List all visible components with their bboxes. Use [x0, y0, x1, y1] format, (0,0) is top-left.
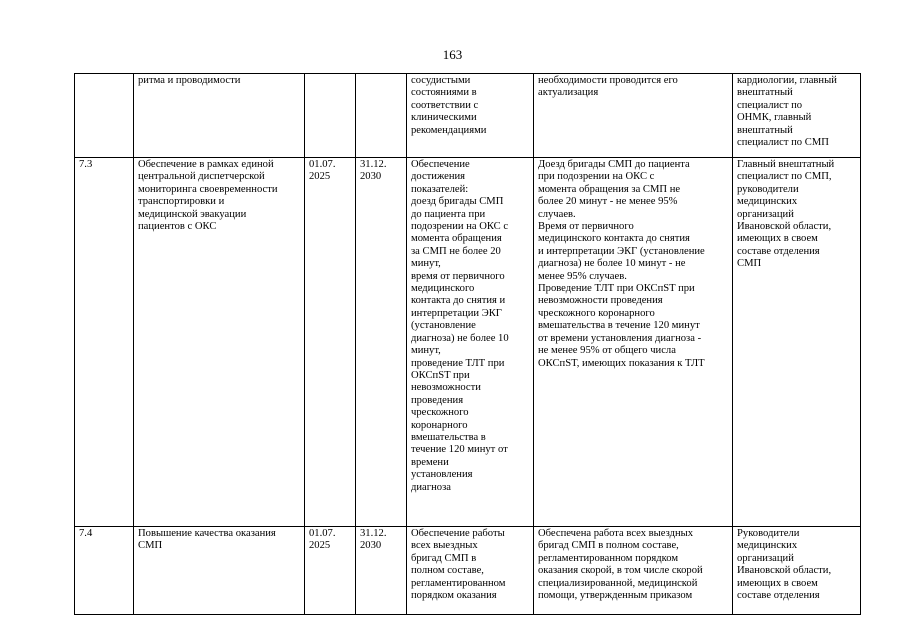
cell-line: случаев.: [538, 208, 576, 220]
cell-line: всех выездных: [411, 540, 478, 552]
cell-line: Проведение ТЛТ при ОКСпST при: [538, 283, 695, 295]
table-row: [75, 74, 861, 158]
start-date-cell: [305, 158, 356, 527]
cell-line: 31.12.: [360, 528, 387, 539]
cell-line: Обеспечение работы: [411, 528, 505, 539]
start-date-cell: [305, 74, 356, 158]
cell-line: бригад СМП в полном составе,: [538, 540, 679, 552]
cell-line: центральной диспетчерской: [138, 171, 265, 183]
cell-line: за СМП не более 20: [411, 245, 501, 257]
cell-line: бригад СМП в: [411, 552, 477, 564]
cell-line: 2030: [360, 540, 382, 552]
cell-line: медицинских: [737, 196, 798, 208]
cell-line: рекомендациями: [411, 124, 487, 136]
cell-line: имеющих в своем: [737, 233, 818, 245]
cell-line: доезд бригады СМП: [411, 196, 504, 208]
cell-line: ОКСпST, имеющих показания к ТЛТ: [538, 357, 705, 369]
responsible-cell: [733, 158, 861, 527]
cell-line: специалист по: [737, 99, 803, 111]
result-cell: [407, 74, 534, 158]
cell-line: не менее 95% от общего числа: [538, 345, 676, 357]
responsible-cell: [733, 74, 861, 158]
cell-line: течение 120 минут от: [411, 444, 508, 456]
cell-line: Руководители: [737, 528, 800, 539]
cell-line: от времени установления диагноза -: [538, 332, 702, 344]
cell-line: Ивановской области,: [737, 221, 832, 233]
cell-line: и интерпретации ЭКГ (установление: [538, 245, 705, 257]
cell-line: момента обращения за СМП не: [538, 183, 681, 195]
cell-line: кардиологии, главный: [737, 75, 837, 86]
cell-line: специализированной, медицинской: [538, 577, 698, 589]
cell-line: 31.12.: [360, 159, 387, 170]
cell-line: специалист по СМП: [737, 137, 829, 149]
page-number: 163: [442, 47, 463, 62]
result-cell: [407, 527, 534, 615]
cell-line: чрескожного коронарного: [538, 307, 655, 319]
cell-line: мониторинга своевременности: [138, 183, 278, 195]
cell-line: диагноза) не более 10 минут - не: [538, 258, 686, 270]
cell-line: Время от первичного: [538, 221, 634, 233]
cell-line: руководители: [737, 183, 799, 195]
cell-line: медицинского: [411, 283, 475, 295]
cell-line: менее 95% случаев.: [538, 270, 627, 282]
row-number: [75, 158, 134, 527]
activity-table: [74, 73, 861, 615]
cell-line: вмешательства в течение 120 минут: [538, 320, 700, 332]
end-date-cell: [356, 74, 407, 158]
cell-line: диагноза: [411, 481, 451, 493]
cell-line: имеющих в своем: [737, 577, 818, 589]
cell-line: показателей:: [411, 183, 469, 195]
cell-line: медицинских: [737, 540, 798, 552]
cell-line: 7.4: [79, 528, 93, 539]
cell-line: внештатный: [737, 124, 793, 136]
cell-line: время от первичного: [411, 270, 505, 282]
cell-line: пациентов с ОКС: [138, 221, 217, 233]
cell-line: внештатный: [737, 87, 793, 99]
indicator-cell: [534, 527, 733, 615]
cell-line: Ивановской области,: [737, 565, 832, 577]
end-date-cell: [356, 158, 407, 527]
indicator-cell: [534, 158, 733, 527]
responsible-cell: [733, 527, 861, 615]
table-row: [75, 527, 861, 615]
cell-line: момента обращения: [411, 233, 502, 245]
cell-line: ОНМК, главный: [737, 112, 812, 124]
cell-line: актуализация: [538, 87, 599, 99]
cell-line: организаций: [737, 208, 794, 220]
cell-line: диагноза) не более 10: [411, 332, 509, 344]
cell-line: 01.07.: [309, 528, 336, 539]
cell-line: организаций: [737, 552, 794, 564]
row-number: [75, 74, 134, 158]
cell-line: составе отделения: [737, 245, 820, 257]
cell-line: сосудистыми: [411, 75, 471, 86]
cell-line: 7.3: [79, 159, 93, 170]
cell-line: минут,: [411, 345, 441, 357]
cell-line: Доезд бригады СМП до пациента: [538, 159, 690, 170]
table-row: [75, 158, 861, 527]
cell-line: Главный внештатный: [737, 159, 835, 170]
cell-line: минут,: [411, 258, 441, 270]
cell-line: составе отделения: [737, 590, 820, 602]
cell-line: порядком оказания: [411, 590, 497, 602]
cell-line: вмешательства в: [411, 431, 486, 443]
cell-line: медицинского контакта до снятия: [538, 233, 690, 245]
cell-line: Обеспечена работа всех выездных: [538, 528, 694, 539]
cell-line: Обеспечение: [411, 159, 470, 170]
cell-line: 01.07.: [309, 159, 336, 170]
cell-line: времени: [411, 456, 449, 468]
cell-line: при подозрении на ОКС с: [538, 171, 655, 183]
task-cell: [134, 158, 305, 527]
cell-line: регламентированном: [411, 577, 506, 589]
cell-line: медицинской эвакуации: [138, 208, 247, 220]
cell-line: специалист по СМП,: [737, 171, 832, 183]
cell-line: невозможности проведения: [538, 295, 663, 307]
end-date-cell: [356, 527, 407, 615]
cell-line: ОКСпST при: [411, 369, 470, 381]
cell-line: транспортировки и: [138, 196, 225, 208]
cell-line: необходимости проводится его: [538, 75, 678, 86]
cell-line: оказания скорой, в том числе скорой: [538, 565, 703, 577]
task-cell: [134, 527, 305, 615]
cell-line: чрескожного: [411, 407, 469, 419]
cell-line: контакта до снятия и: [411, 295, 506, 307]
indicator-cell: [534, 74, 733, 158]
result-cell: [407, 158, 534, 527]
cell-line: 2025: [309, 171, 331, 183]
cell-line: регламентированном порядком: [538, 552, 679, 564]
cell-line: состояниями в: [411, 87, 477, 99]
cell-line: СМП: [138, 540, 163, 552]
cell-line: полном составе,: [411, 565, 484, 577]
task-cell: [134, 74, 305, 158]
cell-line: более 20 минут - не менее 95%: [538, 196, 678, 208]
cell-line: невозможности: [411, 382, 481, 394]
start-date-cell: [305, 527, 356, 615]
cell-line: (установление: [411, 320, 476, 332]
cell-line: Повышение качества оказания: [138, 528, 276, 539]
cell-line: проведение ТЛТ при: [411, 357, 505, 369]
cell-line: ритма и проводимости: [138, 75, 241, 86]
cell-line: интерпретации ЭКГ: [411, 307, 502, 319]
cell-line: достижения: [411, 171, 466, 183]
cell-line: помощи, утвержденным приказом: [538, 590, 693, 602]
cell-line: клиническими: [411, 112, 477, 124]
cell-line: проведения: [411, 394, 464, 406]
cell-line: СМП: [737, 258, 762, 270]
cell-line: коронарного: [411, 419, 468, 431]
cell-line: 2025: [309, 540, 331, 552]
cell-line: до пациента при: [411, 208, 486, 220]
cell-line: 2030: [360, 171, 382, 183]
row-number: [75, 527, 134, 615]
cell-line: установления: [411, 469, 473, 481]
cell-line: соответствии с: [411, 99, 479, 111]
cell-line: подозрении на ОКС с: [411, 221, 509, 233]
cell-line: Обеспечение в рамках единой: [138, 159, 274, 170]
